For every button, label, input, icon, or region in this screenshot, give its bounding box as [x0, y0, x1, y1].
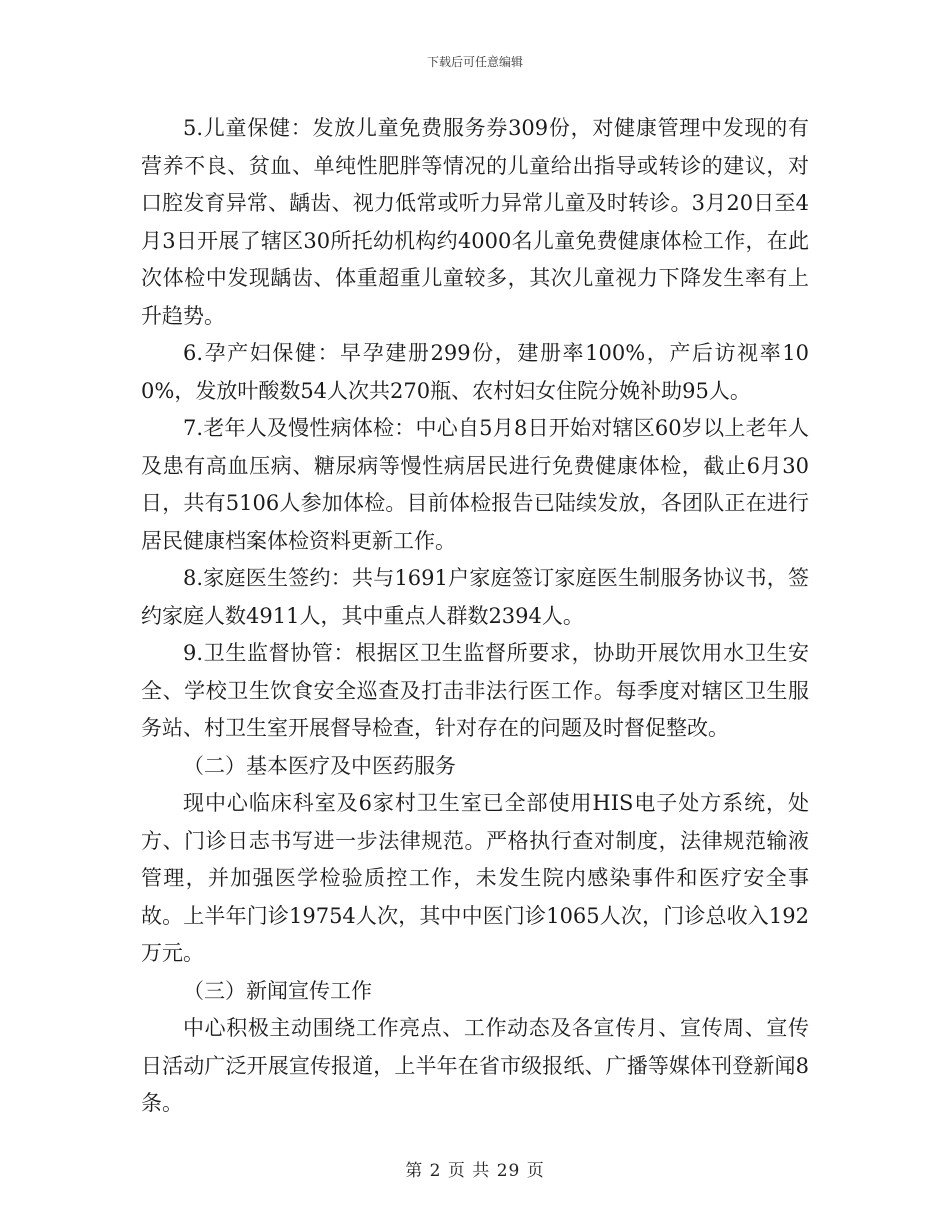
paragraph-family-doctor: 8.家庭医生签约：共与1691户家庭签订家庭医生制服务协议书，签约家庭人数4911人，其中重点人群数2394人。 [141, 566, 809, 628]
page-number: 第 2 页 共 29 页 [405, 1161, 545, 1181]
header-note: 下载后可任意编辑 [426, 55, 523, 69]
paragraph-health-supervision: 9.卫生监督协管：根据区卫生监督所要求，协助开展饮用水卫生安全、学校卫生饮食安全巡查及打击非法行医工作。每季度对辖区卫生服务站、村卫生室开展督导检查，针对存在的问题及时督促整改。 [141, 641, 809, 740]
document-body [141, 110, 809, 1123]
section-heading-basic-medical: （二）基本医疗及中医药服务 [183, 753, 456, 778]
paragraph-child-health: 5.儿童保健：发放儿童免费服务券309份，对健康管理中发现的有营养不良、贫血、单纯性肥胖等情况的儿童给出指导或转诊的建议，对口腔发育异常、龋齿、视力低常或听力异常儿童及时转诊。3月20日至4月3日开展了辖区30所托幼机构约4000名儿童免费健康体检工作，在此次体检中发现龋齿、体重超重儿童较多，其次儿童视力下降发生率有上升趋势。 [141, 116, 809, 328]
paragraph-elderly-checkup: 7.老年人及慢性病体检：中心自5月8日开始对辖区60岁以上老年人及患有高血压病、糖尿病等慢性病居民进行免费健康体检，截止6月30日，共有5106人参加体检。目前体检报告已陆续发放，各团队正在进行居民健康档案体检资料更新工作。 [141, 416, 809, 553]
paragraph-maternal-health: 6.孕产妇保健：早孕建册299份，建册率100%，产后访视率100%，发放叶酸数54人次共270瓶、农村妇女住院分娩补助95人。 [141, 341, 809, 403]
section-heading-publicity: （三）新闻宣传工作 [183, 978, 372, 1003]
paragraph-publicity: 中心积极主动围绕工作亮点、工作动态及各宣传月、宣传周、宣传日活动广泛开展宣传报道，上半年在省市级报纸、广播等媒体刊登新闻8条。 [141, 1016, 809, 1115]
paragraph-basic-medical: 现中心临床科室及6家村卫生室已全部使用HIS电子处方系统，处方、门诊日志书写进一步法律规范。严格执行查对制度，法律规范输液管理，并加强医学检验质控工作，未发生院内感染事件和医疗安全事故。上半年门诊19754人次，其中中医门诊1065人次，门诊总收入192万元。 [141, 791, 809, 965]
